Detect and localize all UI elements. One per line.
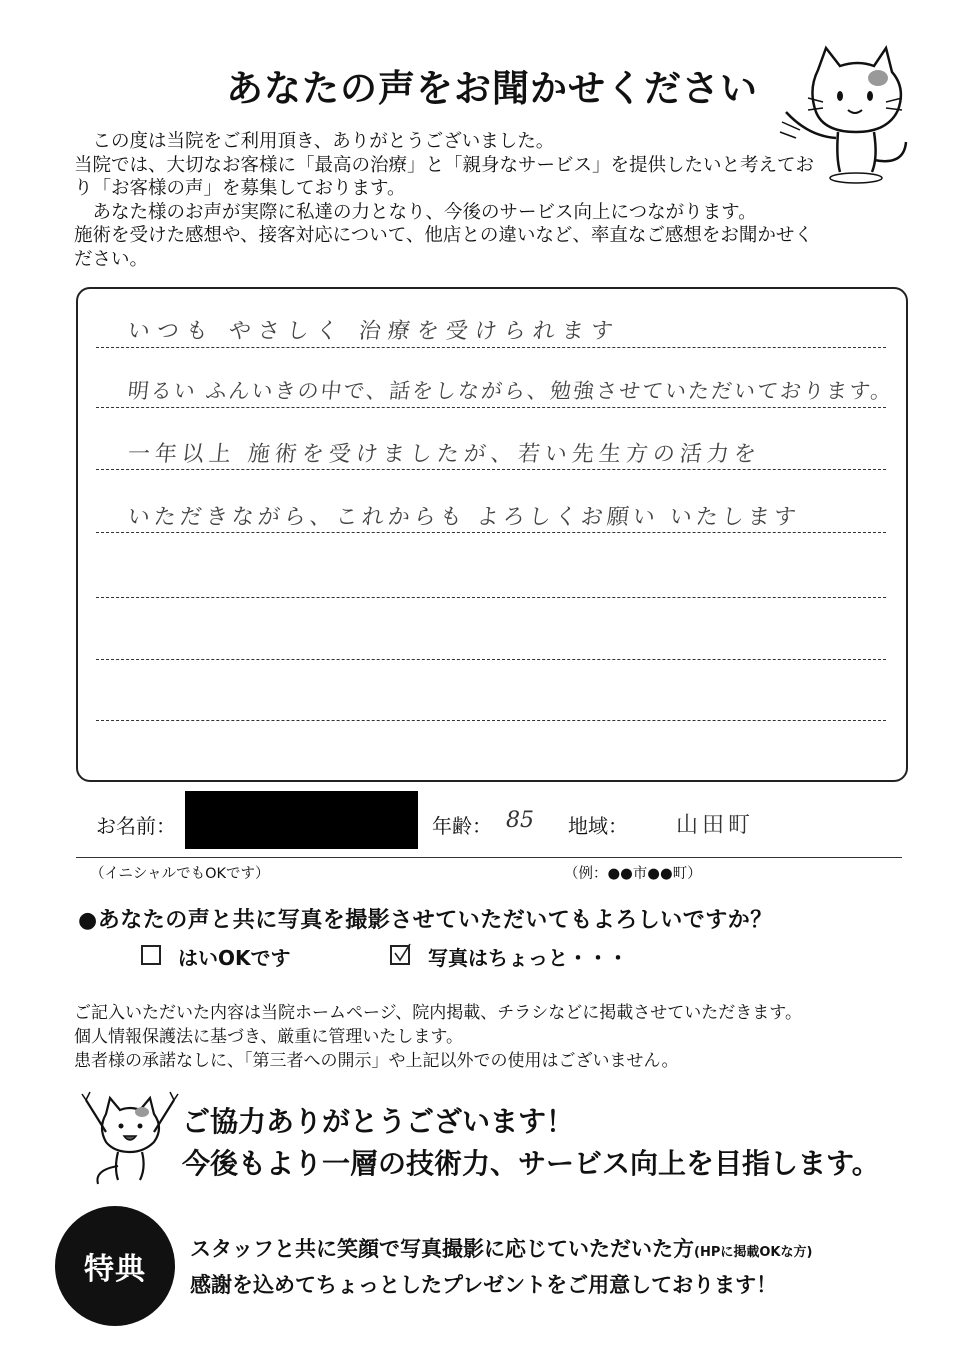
page-title: あなたの声をお聞かせください <box>226 67 758 110</box>
note-line: ご記入いただいた内容は当院ホームページ、院内掲載、チラシなどに掲載させていただきます。 <box>74 1003 802 1023</box>
comment-line <box>96 659 886 660</box>
handwritten-comment: 明るい ふんいきの中で、話をしながら、勉強させていただいております。 <box>126 379 895 403</box>
photo-yes-label: はいOKです <box>178 946 291 970</box>
bonus-text <box>190 1233 812 1301</box>
note-line: 個人情報保護法に基づき、厳重に管理いたします。 <box>74 1027 463 1047</box>
handwritten-comment: いただきながら、これからも よろしくお願い いたします <box>126 505 802 530</box>
intro-line: この度は当院をご利用頂き、ありがとうございました。 <box>74 131 555 152</box>
comment-line <box>96 532 886 533</box>
comment-line <box>96 407 886 408</box>
age-value: 85 <box>506 808 534 833</box>
photo-no-label: 写真はちょっと・・・ <box>428 946 628 970</box>
thanks-line: 今後もより一層の技術力、サービス向上を目指します。 <box>182 1147 880 1180</box>
comment-line <box>96 597 886 598</box>
region-hint: （例：●●市●●町） <box>564 866 702 882</box>
bonus-line: スタッフと共に笑顔で写真撮影に応じていただいた方 <box>190 1237 694 1261</box>
photo-no-checkbox[interactable] <box>390 945 410 965</box>
age-label: 年齢： <box>432 814 492 838</box>
comment-line <box>96 469 886 470</box>
bonus-badge: 特典 <box>55 1206 175 1326</box>
bonus-note: (HPに掲載OKな方) <box>694 1245 813 1260</box>
handwritten-comment: いつも やさしく 治療を受けられます <box>126 319 622 344</box>
form-underline <box>76 857 902 858</box>
intro-line: 施術を受けた感想や、接客対応について、他店との違いなど、率直なご感想をお聞かせく <box>74 225 813 246</box>
comment-line <box>96 720 886 721</box>
region-value: 山田町 <box>676 813 755 838</box>
photo-yes-checkbox[interactable] <box>141 945 161 965</box>
intro-line: あなた様のお声が実際に私達の力となり、今後のサービス向上につながります。 <box>74 201 757 223</box>
intro-line: り「お客様の声」を募集しております。 <box>74 178 406 199</box>
thanks-line: ご協力ありがとうございます！ <box>182 1105 575 1138</box>
bonus-line: 感謝を込めてちょっとしたプレゼントをご用意しております！ <box>190 1273 778 1297</box>
redacted-name <box>185 791 418 849</box>
checkmark-icon <box>391 943 413 965</box>
region-label: 地域： <box>568 814 628 838</box>
intro-text <box>74 130 914 271</box>
note-line: 患者様の承諾なしに、「第三者への開示」や上記以外での使用はございません。 <box>74 1051 679 1071</box>
privacy-notes <box>74 1001 802 1073</box>
cat-cheering-icon <box>74 1086 184 1186</box>
thanks-message <box>182 1101 880 1185</box>
handwritten-comment: 一年以上 施術を受けましたが、若い先生方の活力を <box>126 442 763 467</box>
photo-question: ●あなたの声と共に写真を撮影させていただいてもよろしいですか？ <box>78 908 773 933</box>
intro-line: 当院では、大切なお客様に「最高の治療」と「親身なサービス」を提供したいと考えてお <box>74 154 815 176</box>
comment-box <box>76 287 908 782</box>
intro-line: ださい。 <box>74 248 149 270</box>
comment-line <box>96 347 886 348</box>
name-label: お名前： <box>96 814 176 838</box>
name-hint: （イニシャルでもOKです） <box>90 866 270 882</box>
